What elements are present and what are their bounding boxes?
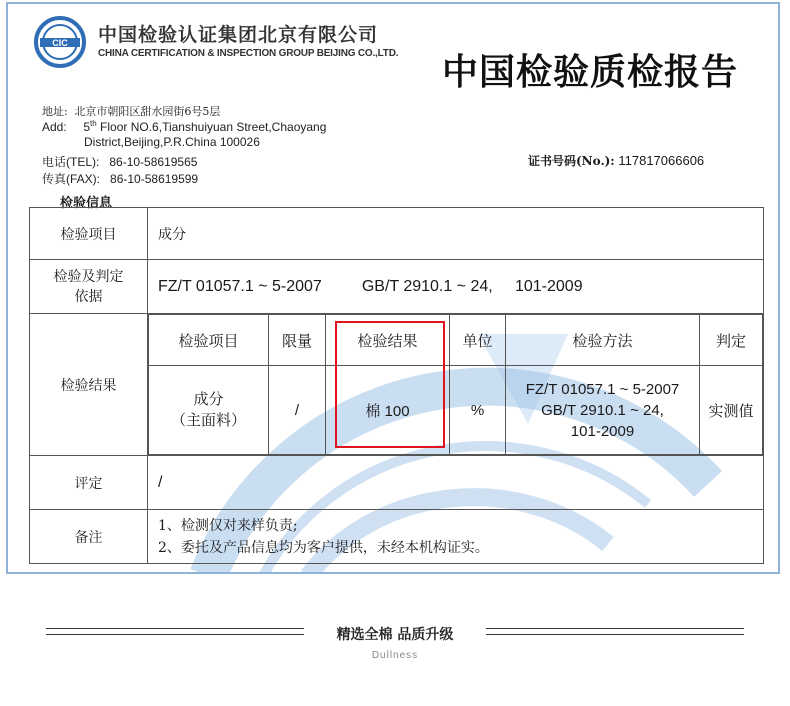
- result-subtable-cell: [148, 314, 764, 456]
- logo-text: CIC: [52, 38, 68, 48]
- table-row-results: [30, 314, 764, 456]
- footer: [0, 620, 790, 670]
- footer-subtitle: Dullness: [371, 650, 419, 661]
- report-title: 中国检验质检报告: [442, 52, 739, 93]
- result-limit: /: [269, 366, 326, 455]
- result-unit: %: [450, 366, 506, 455]
- item-label: 检验项目: [30, 208, 148, 260]
- table-row-item: [30, 208, 764, 260]
- result-judgment: 实测值: [700, 366, 763, 455]
- footer-slogan: 精选全棉 品质升级: [336, 627, 454, 643]
- item-value: 成分: [148, 208, 764, 260]
- inspection-table: [29, 207, 764, 564]
- header-judgment: 判定: [700, 315, 763, 366]
- result-method: FZ/T 01057.1 ~ 5-2007 GB/T 2910.1 ~ 24, 101-2009: [506, 366, 700, 455]
- table-row-basis: [30, 260, 764, 314]
- section-title: 检验信息: [60, 196, 113, 211]
- address-en-line-1: Add: 5th Floor NO.6,Tianshuiyuan Street,Chaoyang: [42, 119, 327, 134]
- table-row-remarks: [30, 510, 764, 564]
- header-unit: 单位: [450, 315, 506, 366]
- basis-value: FZ/T 01057.1 ~ 5-2007 GB/T 2910.1 ~ 24, 101-2009: [148, 260, 764, 314]
- header-item: 检验项目: [149, 315, 269, 366]
- evaluation-label: 评定: [30, 456, 148, 510]
- header-method: 检验方法: [506, 315, 700, 366]
- tel-line: 电话(TEL): 86-10-58619565: [42, 155, 198, 169]
- organization-name-en: CHINA CERTIFICATION & INSPECTION GROUP BEIJING CO.,LTD.: [98, 48, 399, 59]
- organization-name-cn: 中国检验认证集团北京有限公司: [98, 24, 379, 46]
- header-result: 检验结果: [326, 315, 450, 366]
- remarks-label: 备注: [30, 510, 148, 564]
- result-data-row: [149, 366, 763, 455]
- result-header-row: [149, 315, 763, 366]
- header-limit: 限量: [269, 315, 326, 366]
- evaluation-value: /: [148, 456, 764, 510]
- result-subtable: [148, 314, 763, 455]
- remarks-value: 1、检测仅对来样负责; 2、委托及产品信息均为客户提供，未经本机构证实。: [148, 510, 764, 564]
- address-cn-line: 地址: 北京市朝阳区甜水园街6号5层: [42, 105, 221, 118]
- table-row-evaluation: [30, 456, 764, 510]
- certificate-number: 证书号码(No.): 117817066606: [528, 153, 705, 168]
- basis-label: 检验及判定 依据: [30, 260, 148, 314]
- result-item: 成分 （主面料）: [149, 366, 269, 455]
- result-value: 棉 100: [326, 366, 450, 455]
- fax-line: 传真(FAX): 86-10-58619599: [42, 172, 199, 186]
- address-en-line-2: District,Beijing,P.R.China 100026: [84, 135, 260, 149]
- cic-logo-icon: [34, 16, 86, 68]
- result-label: 检验结果: [30, 314, 148, 456]
